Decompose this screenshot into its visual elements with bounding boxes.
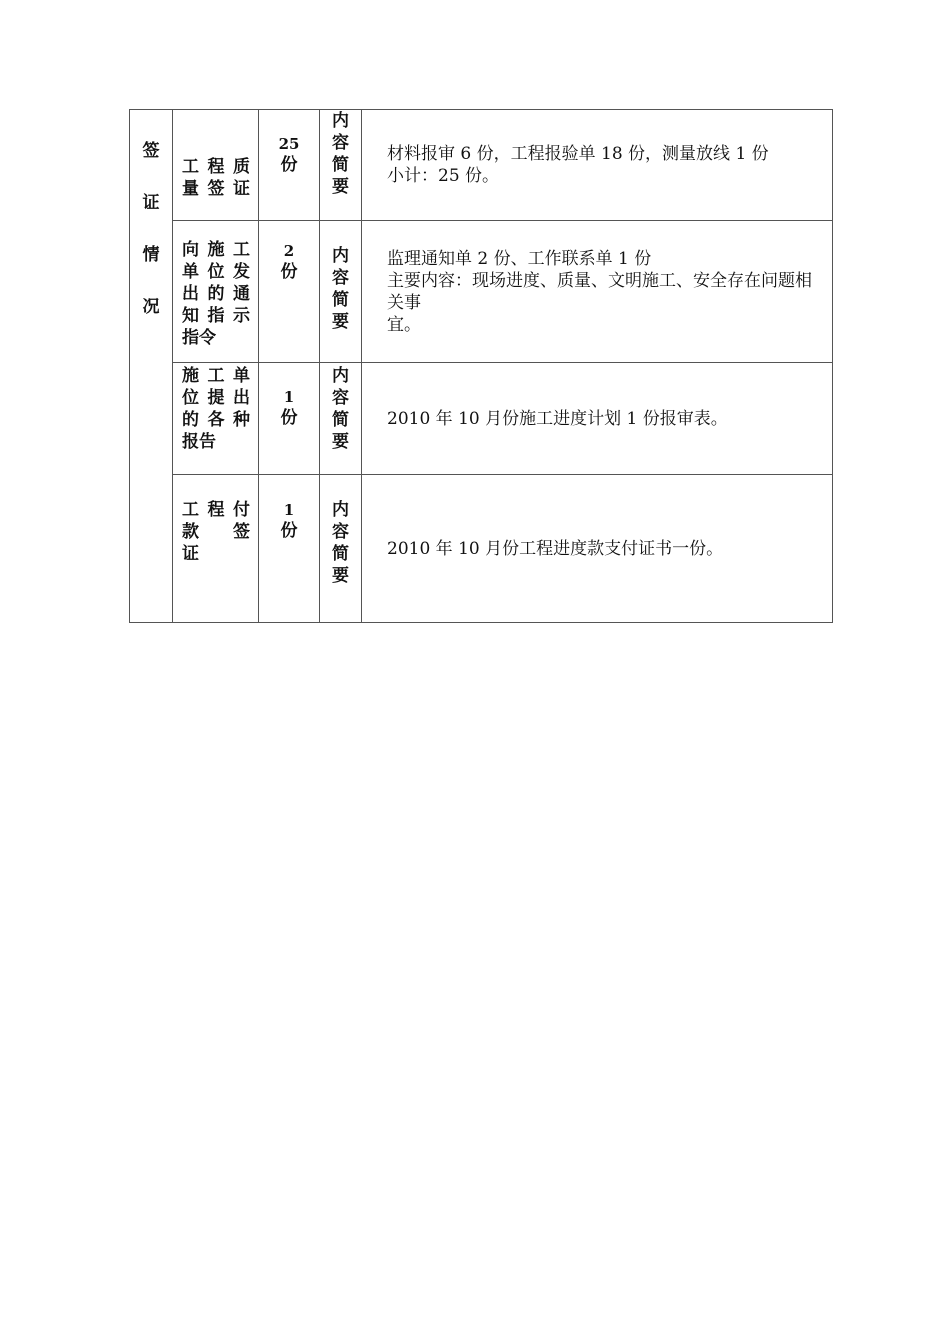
type-line: 单 位 发 [182,262,250,282]
group-label-char: 签 [142,141,160,161]
detail-line: 监理通知单 2 份、工作联系单 1 份 [387,248,652,269]
count-cell [259,110,320,221]
signature-status-table [129,109,833,623]
type-line: 工 程 付 [182,500,250,520]
count-number: 1 [283,388,295,406]
type-line: 证 [182,544,199,564]
detail-cell [362,363,833,475]
summary-label-char: 内 [332,500,349,520]
detail-line: 2010 年 10 月份工程进度款支付证书一份。 [387,538,724,559]
table-row [130,221,833,363]
count-number: 2 [283,242,295,260]
table-row [130,475,833,623]
detail-line: 主要内容：现场进度、质量、文明施工、安全存在问题相关事 [387,270,812,313]
summary-label-char: 简 [332,544,349,564]
type-line: 知 指 示 [182,306,250,326]
summary-label-char: 容 [332,522,349,542]
detail-line: 小计：25 份。 [387,166,500,186]
type-line: 工 程 质 [182,157,250,177]
summary-label-char: 要 [332,312,349,332]
count-cell [259,363,320,475]
group-label-char: 情 [142,245,160,265]
type-line: 指令 [182,328,216,348]
type-line: 报告 [182,432,216,452]
detail-cell [362,221,833,363]
type-line: 向 施 工 [182,240,250,260]
type-line: 款 签 [182,522,250,542]
table-row [130,363,833,475]
summary-label-char: 容 [332,388,349,408]
detail-line: 2010 年 10 月份施工进度计划 1 份报审表。 [387,408,728,429]
type-line: 量签证 [182,179,250,199]
count-unit: 份 [280,521,298,541]
summary-label-char: 容 [332,133,349,153]
type-cell [173,475,259,623]
count-cell [259,221,320,363]
detail-line: 宜。 [387,314,421,335]
count-unit: 份 [280,408,298,428]
summary-label-char: 内 [332,111,349,131]
type-cell [173,110,259,221]
summary-label-char: 内 [332,366,349,386]
type-cell [173,221,259,363]
count-number: 1 [283,501,295,519]
summary-label-char: 简 [332,410,349,430]
type-line: 的 各 种 [182,410,250,430]
detail-cell [362,110,833,221]
summary-label-cell [320,110,362,221]
detail-line: 材料报审 6 份，工程报验单 18 份，测量放线 1 份 [387,144,769,164]
summary-label-char: 简 [332,290,349,310]
group-label-char: 证 [142,193,160,213]
count-unit: 份 [280,262,298,282]
table-row [130,110,833,221]
type-line: 施 工 单 [182,366,250,386]
summary-label-char: 容 [332,268,349,288]
summary-label-cell [320,221,362,363]
count-number: 25 [278,135,300,153]
detail-cell [362,475,833,623]
summary-label-char: 要 [332,566,349,586]
summary-label-char: 要 [332,432,349,452]
group-label-char: 况 [142,297,160,317]
count-unit: 份 [280,155,298,175]
type-cell [173,363,259,475]
type-line: 位 提 出 [182,388,250,408]
group-label-cell [130,110,173,623]
count-cell [259,475,320,623]
summary-label-char: 简 [332,155,349,175]
type-line: 出 的 通 [182,284,250,304]
summary-label-cell [320,363,362,475]
summary-label-char: 内 [332,246,349,266]
summary-label-char: 要 [332,177,349,197]
summary-label-cell [320,475,362,623]
